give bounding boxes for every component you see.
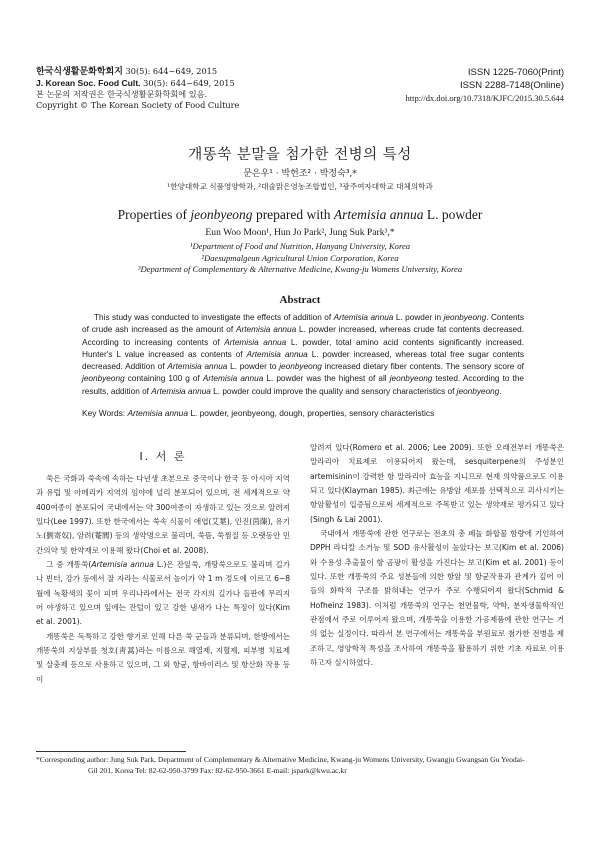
issn-block bbox=[324, 66, 564, 105]
corresponding-author-footnote bbox=[36, 755, 564, 776]
authors-korean: 문은우¹ · 박헌조² · 박정숙³,* bbox=[243, 169, 357, 179]
abstract-heading: Abstract bbox=[279, 294, 321, 306]
journal-citation-ko: 한국식생활문화학회지 30(5): 644~649, 2015 bbox=[36, 66, 218, 77]
section-heading-introduction: I. 서 론 bbox=[139, 450, 187, 463]
title-korean: 개똥쑥 분말을 첨가한 전병의 특성 bbox=[188, 147, 412, 163]
footnote-divider bbox=[36, 751, 186, 752]
footnote-line: *Corresponding author: Jung Suk Park, Department of Complementary & Alternative Medicine, Kwang-ju Womens University, Gwangju Gwangsan Gu Yeodai- bbox=[36, 755, 525, 764]
doi-link[interactable]: http://dx.doi.org/10.7318/KJFC/2015.30.5.644 bbox=[405, 93, 564, 103]
affiliations-korean: ¹한양대학교 식품영양학과, ²대술맑은영농조합법인, ³광주여자대학교 대체의학과 bbox=[167, 182, 433, 191]
footnote-line: Gil 201, Korea Tel: 82-62-950-3799 Fax: 82-62-950-3661 E-mail: jspark@kwu.ac.kr bbox=[88, 765, 347, 775]
paragraph: 쑥은 국화과 쑥속에 속하는 다년생 초본으로 중국이나 한국 등 아시아 지역과 유럽 및 아메리카 지역의 임야에 널리 분포되어 있으며, 전 세계적으로 약 400여종이 분포되어 국내에서는 약 300여종이 자생하고 있는 것으로 알려져 있다(Lee 1997). 또한 한국에서는 쑥속 식물이 애엽(艾葉), 인진(茵蔯), 유기노(劉寄奴), 암려(菴閭) 등의 생약명으로 불리며, 쑥뜸, 쑥찜질 등 오랫동안 민간의약 및 한약재로 이용해 왔다(Choi et al. 2008). bbox=[36, 474, 290, 555]
abstract-body: This study was conducted to investigate the effects of addition of Artemisia annua L. powder in jeonbyeong. Contents of crude ash increased as the amount of Artemisia annua L. powder increased, whereas crude fat contents decreased. According to increasing contents of Artemisia annua L. powder, total amino acid contents significantly increased. Hunter's L value increased as contents of Artemisia annua L. powder increased, whereas total free sugar contents decreased. Addition of Artemisia annua L. powder to jeonbyeong increased dietary fiber contents. The sensory score of jeonbyeong containing 100 g of Artemisia annua L. powder was the highest of all jeonbyeong tested. According to the results, addition of Artemisia annua L. powder could improve the quality and sensory characteristics of jeonbyeong. bbox=[82, 313, 525, 396]
copyright-en: Copyright © The Korean Society of Food Culture bbox=[36, 100, 240, 110]
affiliations-english bbox=[0, 241, 600, 276]
journal-citation-en: J. Korean Soc. Food Cult. 30(5): 644~649, 2015 bbox=[36, 78, 235, 88]
affiliation-2: ²Daesupmalgeun Agricultural Union Corporation, Korea bbox=[201, 252, 399, 263]
copyright-ko: 본 논문의 저작권은 한국식생활문화학회에 있음. bbox=[36, 89, 208, 99]
paragraph: 그 중 개똥쑥(Artemisia annua L.)은 잔잎쑥, 개땅쑥으로도 불리며 길가나 빈터, 강가 등에서 잘 자라는 식물로서 높이가 약 1 m 정도에 이르고 6~8월에 녹황색의 꽃이 피며 우리나라에서는 전국 각지의 길가나 들판에 무리지어 야생하고 있으며 잎에는 잔털이 있고 강한 냄새가 나는 특징이 있다(Kim et al. 2001). bbox=[36, 560, 291, 627]
body-column-right bbox=[310, 441, 564, 671]
affiliation-1: ¹Department of Food and Nutrition, Hanyang University, Korea bbox=[189, 241, 411, 251]
issn-online: ISSN 2288-7148(Online) bbox=[459, 80, 564, 91]
paragraph: 개똥쑥은 독특하고 강한 향기로 인해 다른 쑥 군들과 분류되며, 한방에서는 개똥쑥의 지상부를 청호(靑蒿)라는 이름으로 해열제, 지혈제, 피부병 치료제 및 살충제 등으로 사용하고 있으며, 그 외 항균, 항바이러스 및 항산화 작용 등이 bbox=[36, 631, 290, 684]
paragraph: 알려져 있다(Romero et al. 2006; Lee 2009). 또한 오래전부터 개똥쑥은 말라리아 치료제로 이용되어져 왔는데, sesquiterpene의 주성분인 artemisinin이 강력한 항 말라리아 효능을 지니므로 현재 의약품으로도 이용되고 있다(Klayman 1985). 최근에는 유방암 세포를 선택적으로 괴사시키는 항암활성이 입증됨으로써 세계적으로 주목받고 있는 생약재로 평가되고 있다(Singh & Lai 2001). bbox=[310, 443, 564, 524]
title-english: Properties of jeonbyeong prepared with Artemisia annua L. powder bbox=[117, 207, 483, 222]
journal-header bbox=[36, 66, 336, 111]
body-column-left bbox=[36, 472, 290, 687]
authors-english: Eun Woo Moon¹, Hun Jo Park², Jung Suk Park³,* bbox=[205, 227, 395, 238]
key-words: Key Words: Artemisia annua L. powder, jeonbyeong, dough, properties, sensory characteristics bbox=[82, 408, 435, 418]
issn-print: ISSN 1225-7060(Print) bbox=[467, 67, 564, 78]
affiliation-3: ³Department of Complementary & Alternative Medicine, Kwang-ju Womens University, Korea bbox=[137, 264, 463, 275]
paragraph: 국내에서 개똥쑥에 관한 연구로는 전초의 총 페놀 화합물 함량에 기인하여 DPPH 라디칼 소거능 및 SOD 유사활성이 높았다는 보고(Kim et al. 2006)와 수용성 추출물이 항 곰팡이 활성을 가진다는 보고(Kim et al. 2001) 등이 있다. 또한 개똥쑥의 주요 성분들에 의한 항암 및 항균작용과 관계가 깊어 이들의 화학적 구조를 밝혀내는 연구가 주로 수행되어져 왔다(Schmid & Hofheinz 1983). 이처럼 개똥쑥의 연구는 천연물학, 약학, 분자생물학적인 관점에서 주로 이루어져 왔으며, 개똥쑥을 이용한 가공제품에 관한 연구는 거의 없는 실정이다. 따라서 본 연구에서는 개똥쑥을 부원료로 첨가한 전병을 제조하고, 영양학적 특성을 조사하여 개똥쑥을 활용하기 위한 기초 자료로 이용하고자 실시하였다. bbox=[310, 529, 564, 668]
